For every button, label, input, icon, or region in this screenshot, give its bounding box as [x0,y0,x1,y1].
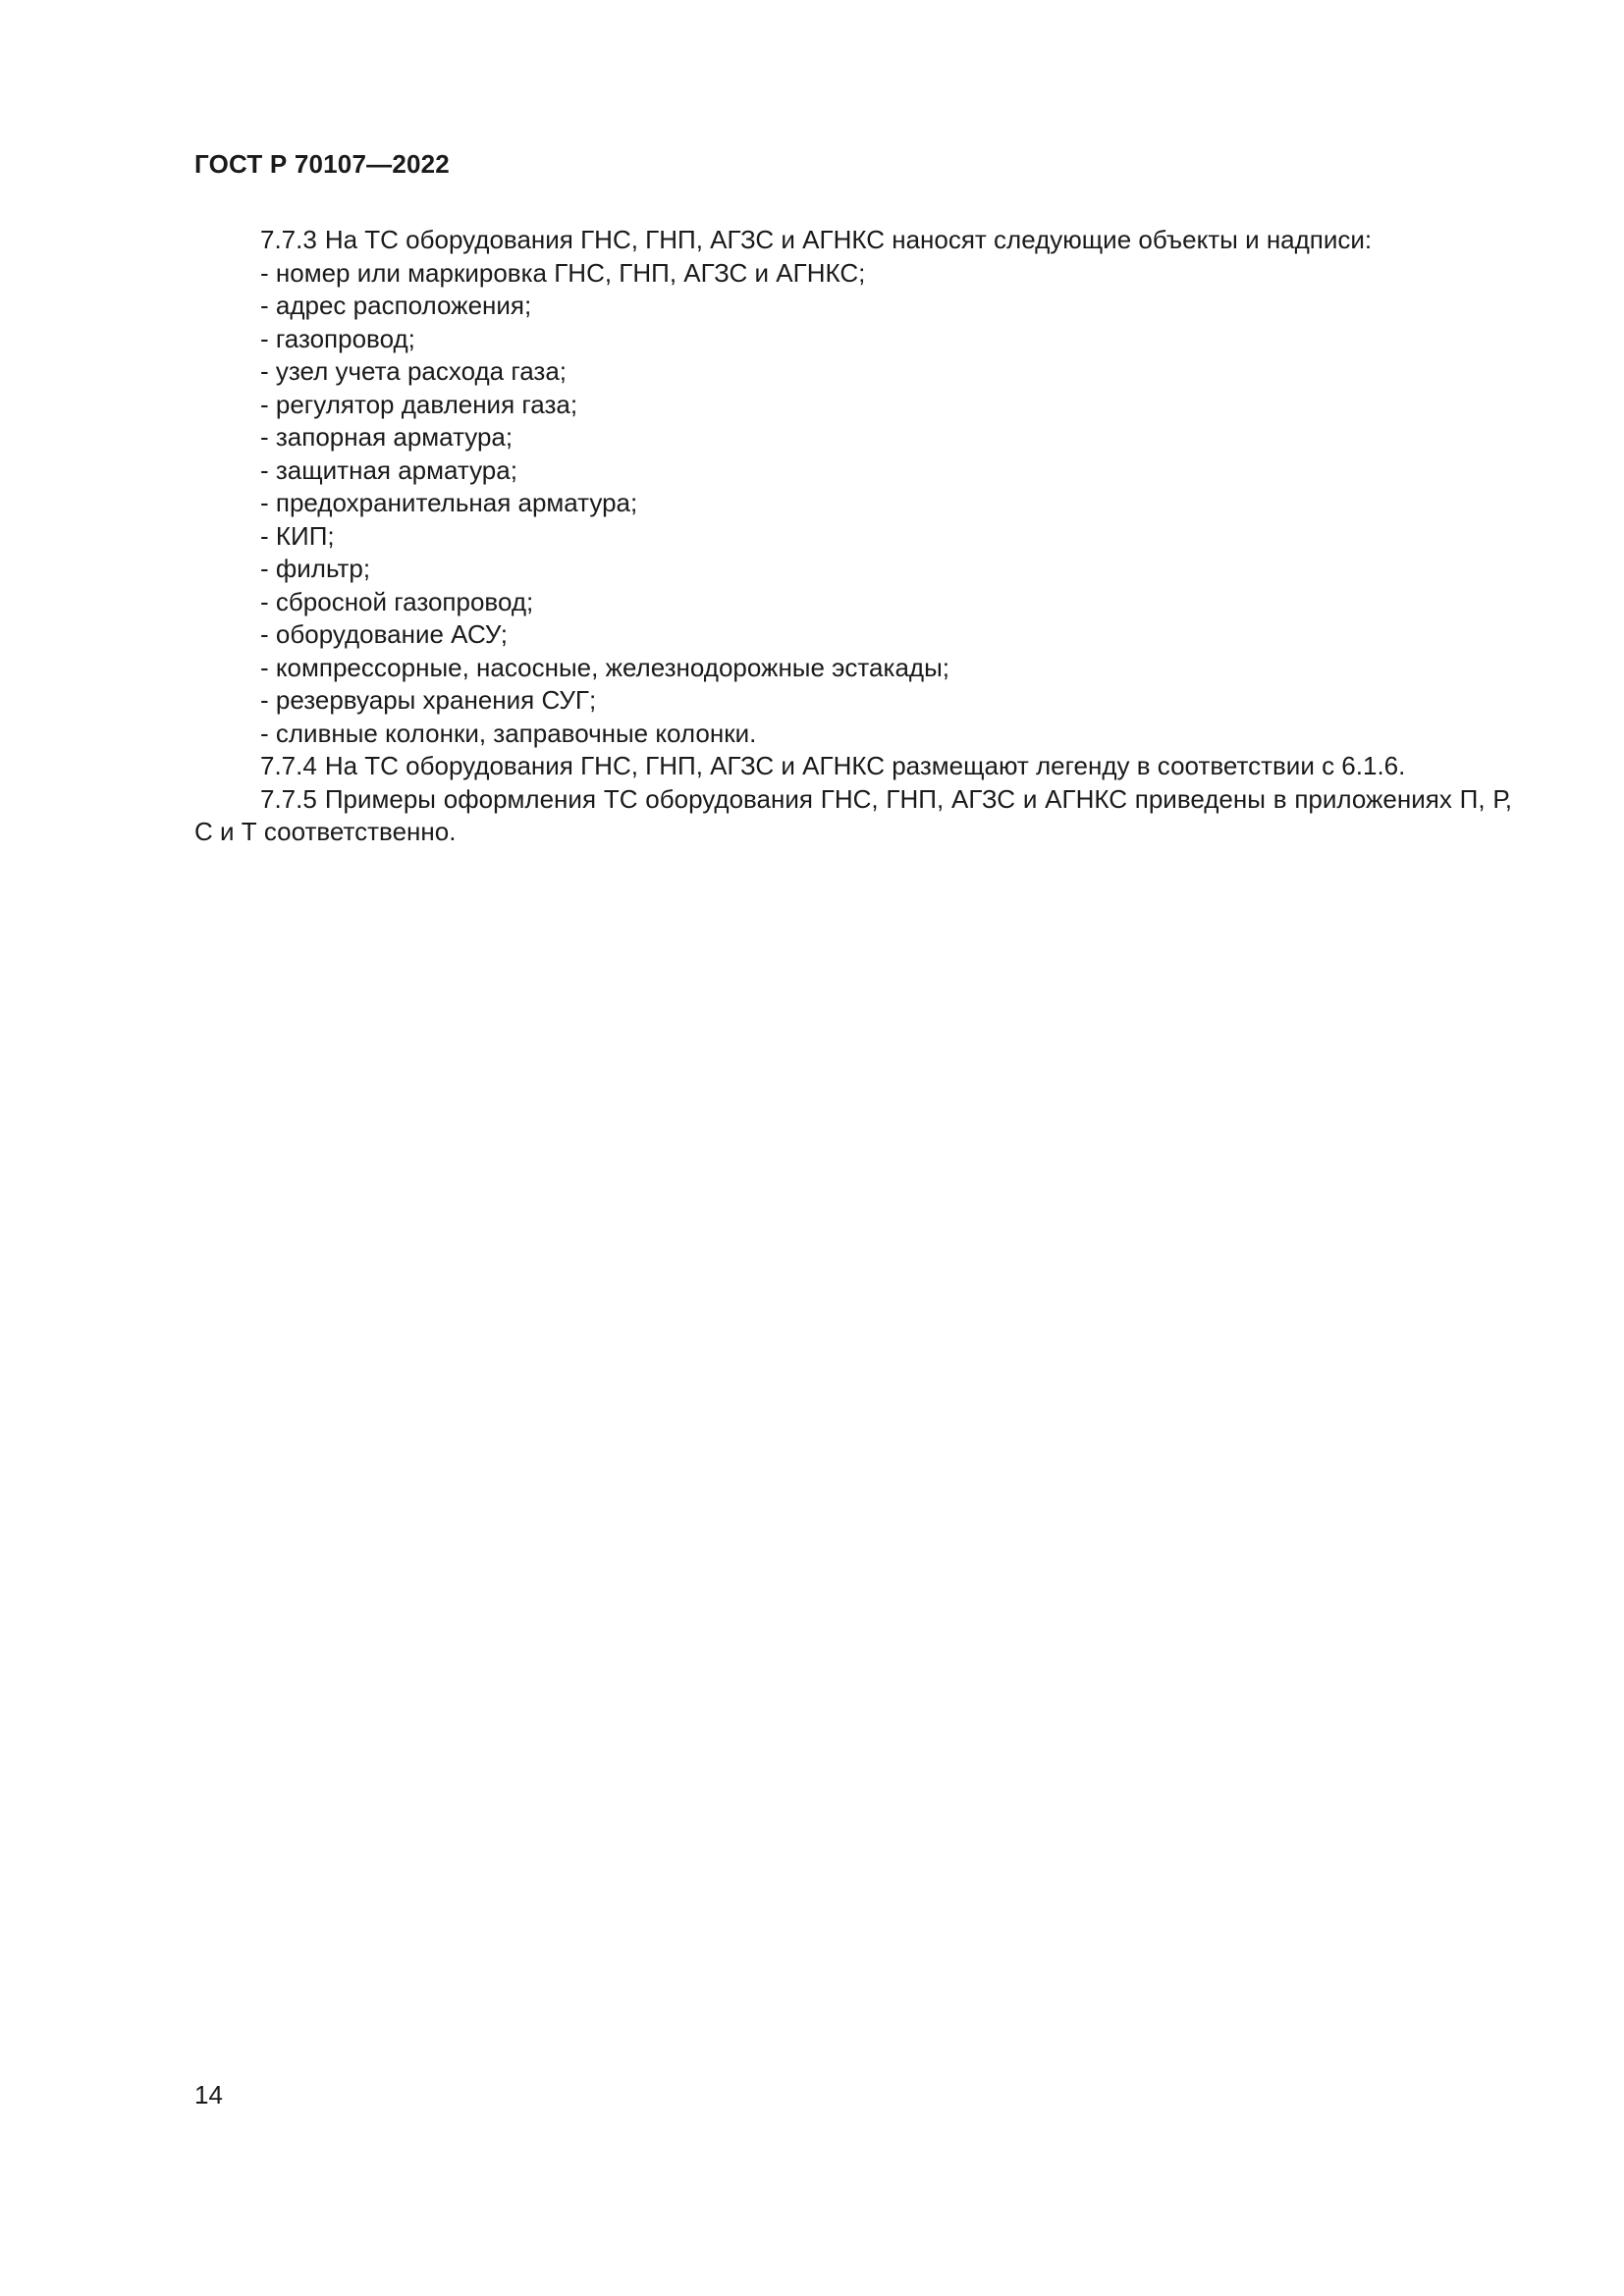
list-item: - сливные колонки, заправочные колонки. [260,718,757,748]
list-item: - КИП; [260,520,335,551]
list-item: - регулятор давления газа; [260,389,578,419]
list-item: - газопровод; [260,323,415,353]
list-item: - защитная арматура; [260,454,517,485]
paragraph-text: Примеры оформления ТС оборудования ГНС, ГНП, АГЗС и АГНКС приведены в приложениях П, Р, С и Т соответственно. [194,783,1512,846]
paragraph-number: 7.7.4 [260,751,317,780]
list-item: - узел учета расхода газа; [260,356,567,386]
page-number: 14 [194,2080,223,2109]
list-item: - компрессорные, насосные, железнодорожные эстакады; [260,652,949,682]
paragraph-7-7-3 [194,224,1512,257]
paragraph-number: 7.7.3 [260,225,317,254]
list-item: - сбросной газопровод; [260,586,534,616]
paragraph-number: 7.7.5 [260,783,317,814]
list-item: - фильтр; [260,554,371,583]
list-item: - запорная арматура; [260,422,514,452]
list-item: - предохранительная арматура; [260,488,638,517]
list-item: - резервуары хранения СУГ; [260,685,597,715]
list-item: - номер или маркировка ГНС, ГНП, АГЗС и АГНКС; [260,257,866,288]
document-body [194,224,1512,849]
document-header [194,147,450,181]
paragraph-text: На ТС оборудования ГНС, ГНП, АГЗС и АГНКС наносят следующие объекты и надписи: [324,225,1373,254]
paragraph-text: На ТС оборудования ГНС, ГНП, АГЗС и АГНКС размещают легенду в соответствии с 6.1.6. [324,751,1406,780]
paragraph-7-7-4 [194,750,1512,783]
list-item: - оборудование АСУ; [260,619,509,649]
paragraph-7-7-5 [194,783,1512,849]
list-item: - адрес расположения; [260,291,532,320]
document-code: ГОСТ Р 70107—2022 [194,149,450,179]
objects-list [194,257,1512,751]
